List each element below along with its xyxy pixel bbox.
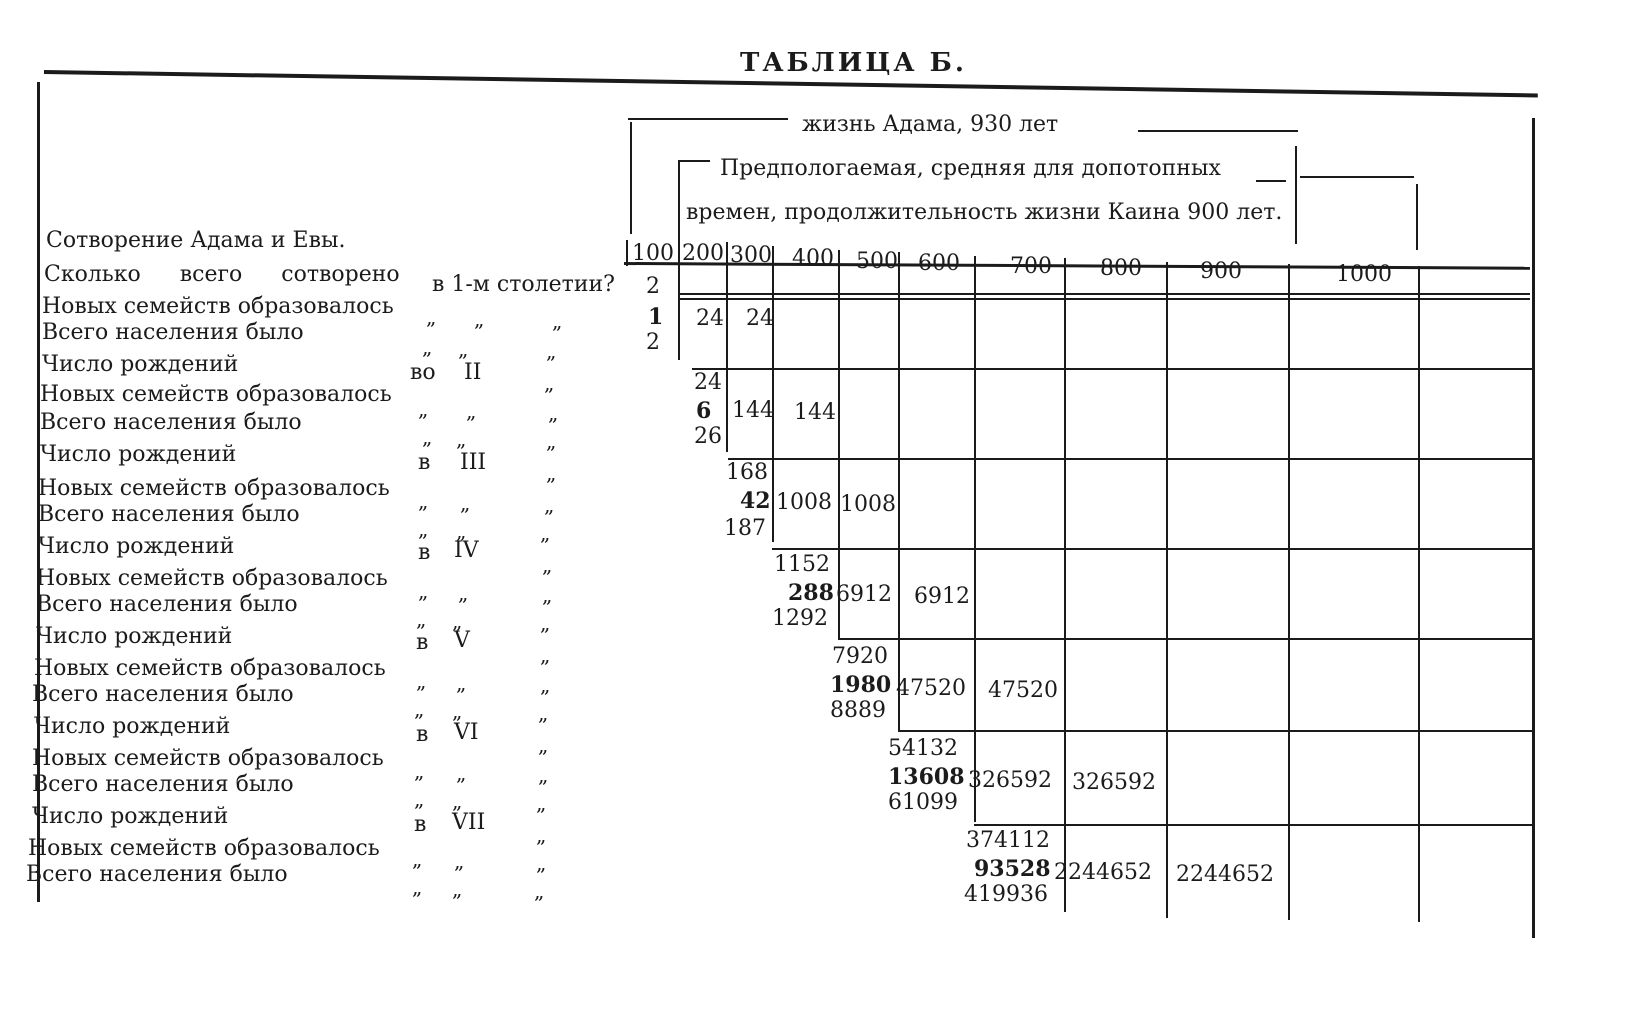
table-title: ТАБЛИЦА Б. [740, 48, 967, 78]
ditto: „ [426, 305, 437, 329]
ditto: „ [540, 643, 551, 667]
population-value: 187 [724, 516, 766, 541]
century-roman: V [454, 628, 470, 653]
col-sep [726, 242, 728, 452]
century-value: 24 [746, 306, 774, 331]
prep-v: в [418, 450, 431, 475]
col-sep [772, 246, 774, 542]
population-value: 61099 [888, 790, 958, 815]
century-value: 1008 [776, 490, 832, 515]
prep-v: в [416, 722, 429, 747]
century-400: 400 [792, 246, 834, 271]
families-value: 6 [696, 398, 712, 424]
ditto: „ [456, 761, 467, 785]
ditto: „ [456, 519, 467, 543]
cain-life-line1: Предпологаемая, средняя для допотопных [720, 156, 1221, 181]
ditto: „ [422, 335, 433, 359]
col-sep [678, 240, 680, 360]
cain-bracket-line-right [1256, 180, 1286, 182]
population-value: 419936 [964, 882, 1048, 907]
families-label: Новых семейств образовалось [38, 476, 390, 501]
births-value: 168 [726, 460, 768, 485]
population-value: 8889 [830, 698, 886, 723]
ditto: „ [456, 671, 467, 695]
ditto: „ [454, 849, 465, 873]
row-rule [898, 730, 1532, 732]
col-sep [1288, 264, 1290, 920]
century-value: 47520 [896, 676, 966, 701]
ditto: „ [548, 401, 559, 425]
population-label: Всего населения было [32, 772, 294, 797]
col-sep [626, 240, 628, 266]
families-label: Новых семейств образовалось [36, 566, 388, 591]
century-value: 24 [696, 306, 724, 331]
ditto: „ [452, 877, 463, 901]
ditto: „ [414, 787, 425, 811]
ditto: „ [538, 733, 549, 757]
ditto: „ [552, 309, 563, 333]
ditto: „ [418, 579, 429, 603]
cain-bracket-tick-left [678, 160, 680, 242]
row-rule [728, 458, 1532, 460]
families-value: 42 [740, 488, 771, 514]
births-value: 54132 [888, 736, 958, 761]
century-200: 200 [682, 241, 724, 266]
extra-bracket-line [1300, 176, 1414, 178]
ditto: „ [416, 669, 427, 693]
adam-bracket-line-right [1138, 130, 1298, 132]
adam-bracket-tick-left [630, 122, 632, 234]
created-label: Сколько всего сотворено [44, 262, 400, 287]
ditto: „ [536, 791, 547, 815]
row-rule [838, 638, 1532, 640]
families-label: Новых семейств образовалось [32, 746, 384, 771]
century-value: 326592 [1072, 770, 1156, 795]
births-value: 1152 [774, 552, 830, 577]
col-sep [898, 252, 900, 730]
population-label: Всего населения было [38, 502, 300, 527]
century-value: 6912 [914, 584, 970, 609]
adam-bracket-tick-right [1295, 146, 1297, 244]
col-sep [974, 256, 976, 822]
families-label: Новых семейств образовалось [34, 656, 386, 681]
population-label: Всего населения было [26, 862, 288, 887]
ditto: „ [418, 489, 429, 513]
century-value: 2244652 [1054, 860, 1152, 885]
ditto: „ [536, 851, 547, 875]
ditto: „ [418, 517, 429, 541]
ditto: „ [536, 823, 547, 847]
ditto: „ [542, 553, 553, 577]
extra-bracket-tick [1416, 184, 1418, 250]
century-header-rule-double [680, 293, 1530, 295]
families-label: Новых семейств образовалось [42, 294, 394, 319]
ditto: „ [452, 789, 463, 813]
ditto: „ [538, 763, 549, 787]
row-rule [974, 824, 1532, 826]
families-label: Новых семейств образовалось [40, 382, 392, 407]
population-label: Всего населения было [36, 592, 298, 617]
century-roman: VI [454, 720, 479, 745]
century-roman: IV [454, 538, 479, 563]
century-value: 144 [732, 398, 774, 423]
families-value: 93528 [974, 856, 1051, 882]
ditto: „ [452, 699, 463, 723]
families-value: 1 [648, 304, 664, 330]
ditto: „ [466, 399, 477, 423]
century-value: 2244652 [1176, 862, 1274, 887]
century-600: 600 [918, 251, 960, 276]
adam-bracket-line-left [628, 118, 788, 120]
births-label: Число рождений [36, 624, 233, 649]
adam-life-label: жизнь Адама, 930 лет [802, 112, 1059, 137]
population-value: 2 [646, 330, 660, 355]
ditto: „ [416, 607, 427, 631]
ditto: „ [542, 583, 553, 607]
ditto: „ [546, 339, 557, 363]
row-rule [772, 548, 1532, 550]
births-label: Число рождений [38, 534, 235, 559]
ditto: „ [414, 697, 425, 721]
century-roman: VII [452, 810, 486, 835]
century-value: 1008 [840, 492, 896, 517]
ditto: „ [544, 371, 555, 395]
ditto: „ [452, 609, 463, 633]
ditto: „ [534, 879, 545, 903]
population-value: 1292 [772, 606, 828, 631]
ditto: „ [412, 875, 423, 899]
prep-v: в [416, 630, 429, 655]
population-label: Всего населения было [42, 320, 304, 345]
right-border [1532, 118, 1535, 938]
century-value: 6912 [836, 582, 892, 607]
ditto: „ [458, 337, 469, 361]
col-sep [1166, 262, 1168, 918]
births-label: Число рождений [34, 714, 231, 739]
births-value: 374112 [966, 828, 1050, 853]
population-value: 26 [694, 424, 722, 449]
ditto: „ [422, 425, 433, 449]
creation-label: Сотворение Адама и Евы. [46, 228, 346, 253]
century-100: 100 [632, 241, 674, 266]
century-value: 326592 [968, 768, 1052, 793]
births-value: 24 [694, 370, 722, 395]
century-roman: II [464, 360, 482, 385]
births-label: Число рождений [32, 804, 229, 829]
prep-vo: во [410, 360, 436, 385]
prep-v: в [418, 540, 431, 565]
ditto: „ [544, 493, 555, 517]
families-label: Новых семейств образовалось [28, 836, 380, 861]
births-label: Число рождений [40, 442, 237, 467]
century-900: 900 [1200, 259, 1242, 284]
century-value: 144 [794, 400, 836, 425]
row-rule [692, 368, 1532, 370]
births-value: 7920 [832, 644, 888, 669]
century-roman: III [460, 450, 487, 475]
century-800: 800 [1100, 256, 1142, 281]
century-500: 500 [856, 249, 898, 274]
century-300: 300 [730, 243, 772, 268]
births-label: Число рождений [42, 352, 239, 377]
prep-v: в [414, 812, 427, 837]
families-value: 288 [788, 580, 834, 606]
ditto: „ [540, 521, 551, 545]
ditto: „ [474, 307, 485, 331]
families-value: 13608 [888, 764, 965, 790]
col-sep [1064, 258, 1066, 912]
century-1000: 1000 [1336, 262, 1392, 287]
ditto: „ [414, 759, 425, 783]
ditto: „ [538, 701, 549, 725]
ditto: „ [460, 491, 471, 515]
ditto: „ [546, 461, 557, 485]
created-suffix: в 1-м столетии? [432, 272, 615, 297]
created-value: 2 [646, 274, 660, 299]
ditto: „ [412, 847, 423, 871]
century-700: 700 [1010, 254, 1052, 279]
population-label: Всего населения было [40, 410, 302, 435]
ditto: „ [456, 427, 467, 451]
ditto: „ [418, 397, 429, 421]
century-value: 47520 [988, 678, 1058, 703]
population-label: Всего населения было [32, 682, 294, 707]
families-value: 1980 [830, 672, 892, 698]
ditto: „ [540, 673, 551, 697]
ditto: „ [540, 611, 551, 635]
ditto: „ [458, 581, 469, 605]
cain-bracket-line-left [680, 160, 710, 162]
ditto: „ [546, 429, 557, 453]
cain-life-line2: времен, продолжительность жизни Каина 900 лет. [686, 200, 1283, 225]
century-header-rule-double-2 [680, 298, 1530, 300]
